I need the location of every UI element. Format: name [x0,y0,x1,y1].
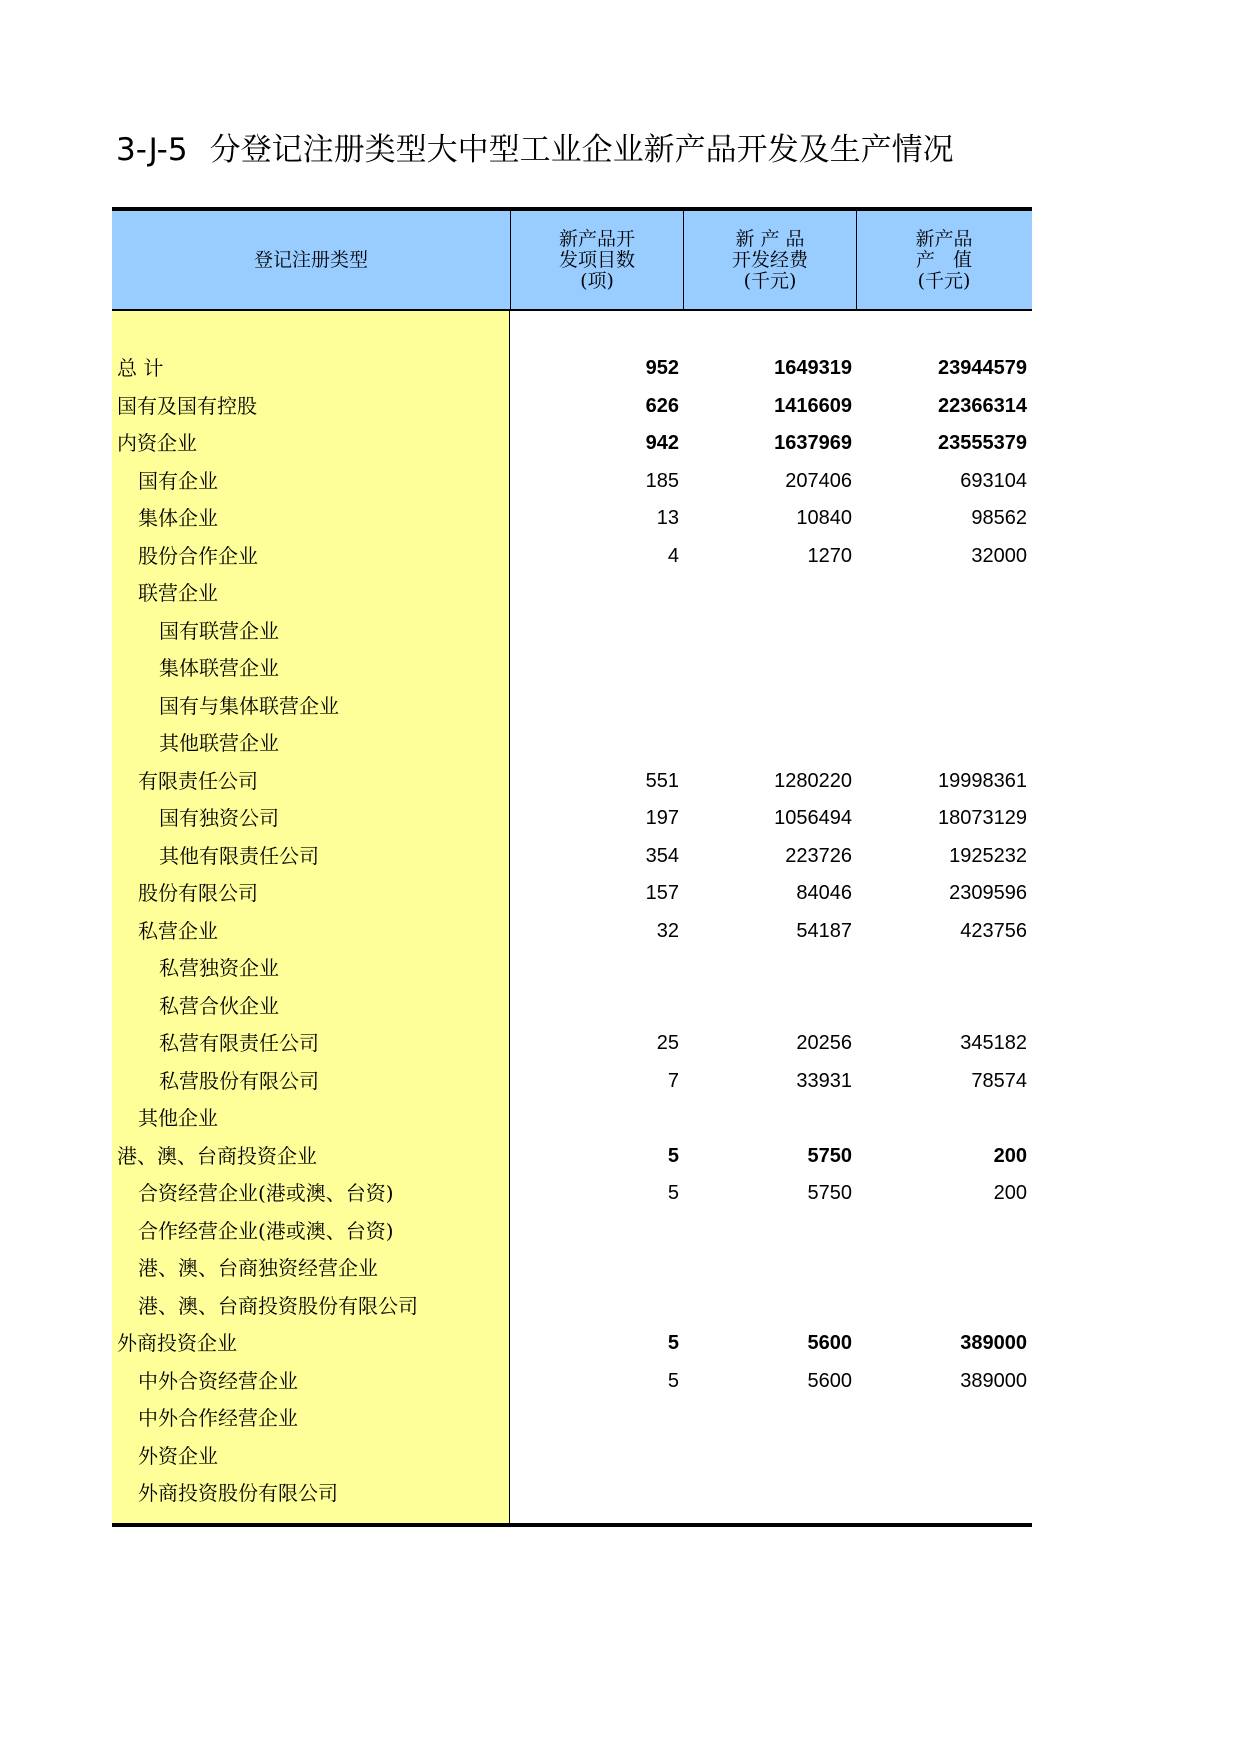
row-label: 私营股份有限公司 [159,1068,319,1093]
cell-project-count: 13 [656,507,679,529]
cell-output-value [857,1438,1032,1476]
row-label: 合资经营企业(港或澳、台资) [138,1181,394,1205]
cell-project-count: 942 [645,432,679,454]
table-row [510,388,1032,426]
row-label: 有限责任公司 [138,768,258,793]
row-label: 外资企业 [138,1443,218,1468]
table-row [510,1363,1032,1401]
cell-output-value [857,725,1032,763]
table-row [510,350,1032,388]
cell-output-value: 19998361 [938,769,1027,792]
cell-project-count: 157 [645,882,679,904]
row-label: 其他企业 [138,1106,218,1130]
cell-project-count [510,1438,684,1476]
cell-project-count: 32 [656,919,679,942]
row-label: 合作经营企业(港或澳、台资) [138,1218,394,1243]
cell-output-value: 32000 [971,544,1027,567]
cell-development-funds: 1280220 [774,769,852,792]
cell-output-value: 23555379 [938,432,1027,454]
cell-project-count [510,1250,684,1288]
row-label: 国有与集体联营企业 [159,693,339,718]
cell-project-count [510,575,684,613]
cell-development-funds [684,650,857,688]
cell-project-count: 197 [645,807,679,829]
row-label: 内资企业 [117,431,197,455]
cell-output-value [857,1288,1032,1326]
cell-project-count [510,988,684,1026]
cell-project-count: 7 [667,1069,679,1092]
cell-development-funds: 33931 [796,1069,852,1092]
table-row [510,950,1032,988]
cell-output-value: 200 [993,1182,1027,1204]
row-label: 中外合作经营企业 [138,1406,298,1430]
row-label: 联营企业 [138,581,218,605]
table-row [510,800,1032,838]
cell-development-funds: 20256 [796,1032,852,1054]
row-label: 外商投资企业 [117,1331,237,1355]
cell-development-funds: 10840 [796,507,852,529]
table-row [510,650,1032,688]
cell-project-count: 4 [667,544,679,567]
row-label: 股份有限公司 [138,881,258,905]
table-row [510,575,1032,613]
header-development-funds: 新 产 品 开发经费 (千元) [684,211,857,309]
row-label: 总 计 [117,356,164,380]
cell-project-count [510,688,684,726]
cell-project-count [510,613,684,651]
table-row [510,1100,1032,1138]
cell-project-count: 354 [645,844,679,867]
cell-project-count [510,950,684,988]
cell-development-funds: 1270 [807,544,852,567]
cell-development-funds: 223726 [785,844,852,867]
table-row [510,1288,1032,1326]
table-header [112,211,1032,311]
cell-output-value: 78574 [971,1069,1027,1092]
table-title-text: 分登记注册类型大中型工业企业新产品开发及生产情况 [209,132,954,168]
cell-development-funds: 54187 [796,919,852,942]
cell-project-count [510,1475,684,1513]
table-row [510,538,1032,576]
cell-development-funds: 5600 [807,1369,852,1392]
cell-development-funds: 5750 [807,1144,852,1167]
cell-output-value: 98562 [971,507,1027,529]
row-label: 外商投资股份有限公司 [138,1481,338,1505]
cell-development-funds [684,1100,857,1138]
cell-output-value [857,1250,1032,1288]
table-row [510,1325,1032,1363]
cell-development-funds [684,575,857,613]
cell-development-funds [684,1475,857,1513]
row-label: 私营企业 [138,918,218,943]
row-label: 国有及国有控股 [117,393,257,418]
cell-output-value: 389000 [960,1332,1027,1354]
bottom-rule [112,1523,1032,1527]
cell-development-funds [684,1213,857,1251]
cell-project-count: 185 [645,469,679,492]
table-row [510,1025,1032,1063]
data-table [112,207,1032,1527]
table-row [510,425,1032,463]
cell-project-count [510,1100,684,1138]
cell-project-count [510,1288,684,1326]
data-columns [510,311,1032,1523]
table-row [510,1138,1032,1176]
cell-development-funds: 84046 [796,882,852,904]
row-label: 私营独资企业 [159,956,279,980]
cell-development-funds [684,1250,857,1288]
table-code: 3-J-5 [116,132,188,168]
cell-development-funds: 5600 [807,1332,852,1354]
row-label: 国有企业 [138,468,218,493]
cell-output-value [857,688,1032,726]
cell-output-value: 18073129 [938,807,1027,829]
cell-project-count: 551 [645,769,679,792]
row-label: 中外合资经营企业 [138,1368,298,1393]
header-output-value: 新产品 产 值 (千元) [915,227,973,292]
header-project-count: 新产品开 发项目数 (项) [511,211,684,309]
header-registration-type: 登记注册类型 [112,211,511,309]
cell-development-funds [684,688,857,726]
table-row [510,988,1032,1026]
cell-project-count: 25 [656,1032,679,1054]
cell-development-funds [684,988,857,1026]
cell-output-value: 200 [993,1144,1027,1167]
cell-output-value: 693104 [960,469,1027,492]
row-label: 集体企业 [138,506,218,530]
table-row [510,838,1032,876]
page-title [116,124,954,169]
cell-project-count [510,1400,684,1438]
cell-development-funds [684,1400,857,1438]
cell-development-funds: 1416609 [774,394,852,417]
cell-output-value [857,1213,1032,1251]
cell-development-funds [684,1438,857,1476]
cell-development-funds: 5750 [807,1182,852,1204]
row-label: 其他有限责任公司 [159,843,319,868]
row-label: 国有联营企业 [159,618,279,643]
table-row [510,688,1032,726]
cell-project-count: 5 [667,1144,679,1167]
cell-development-funds: 207406 [785,469,852,492]
cell-project-count: 5 [667,1332,679,1354]
row-label: 港、澳、台商投资股份有限公司 [138,1293,418,1318]
table-row [510,1400,1032,1438]
table-row [510,1213,1032,1251]
table-row [510,1175,1032,1213]
table-row [510,500,1032,538]
cell-development-funds: 1649319 [774,357,852,379]
table-row [510,1250,1032,1288]
cell-output-value: 345182 [960,1032,1027,1054]
cell-development-funds [684,725,857,763]
cell-output-value [857,988,1032,1026]
cell-output-value: 2309596 [949,882,1027,904]
table-row [510,1475,1032,1513]
row-label: 港、澳、台商独资经营企业 [138,1256,378,1280]
table-row [510,613,1032,651]
cell-development-funds [684,950,857,988]
row-label: 私营合伙企业 [159,993,279,1018]
table-row [510,763,1032,801]
cell-output-value: 1925232 [949,844,1027,867]
cell-project-count [510,1213,684,1251]
table-row [510,1063,1032,1101]
row-label: 私营有限责任公司 [159,1031,319,1055]
row-label: 其他联营企业 [159,731,279,755]
cell-output-value [857,650,1032,688]
cell-development-funds [684,613,857,651]
cell-output-value [857,1400,1032,1438]
table-body [112,311,1032,1523]
cell-project-count [510,725,684,763]
cell-project-count: 952 [645,357,679,379]
cell-project-count: 626 [645,394,679,417]
cell-output-value: 423756 [960,919,1027,942]
cell-output-value [857,1475,1032,1513]
row-label: 国有独资公司 [159,806,279,830]
cell-project-count: 5 [667,1182,679,1204]
cell-development-funds [684,1288,857,1326]
table-row [510,1438,1032,1476]
table-row [510,725,1032,763]
cell-output-value [857,1100,1032,1138]
cell-project-count: 5 [667,1369,679,1392]
table-row [510,913,1032,951]
cell-output-value: 389000 [960,1369,1027,1392]
table-row [510,875,1032,913]
cell-output-value [857,950,1032,988]
cell-output-value [857,575,1032,613]
cell-project-count [510,650,684,688]
cell-development-funds: 1637969 [774,432,852,454]
cell-output-value [857,613,1032,651]
label-column [112,311,510,1523]
table-row [510,463,1032,501]
row-label: 港、澳、台商投资企业 [117,1143,317,1168]
row-label: 集体联营企业 [159,656,279,680]
row-label: 股份合作企业 [138,543,258,568]
cell-output-value: 22366314 [938,394,1027,417]
cell-output-value: 23944579 [938,357,1027,379]
cell-development-funds: 1056494 [774,807,852,829]
